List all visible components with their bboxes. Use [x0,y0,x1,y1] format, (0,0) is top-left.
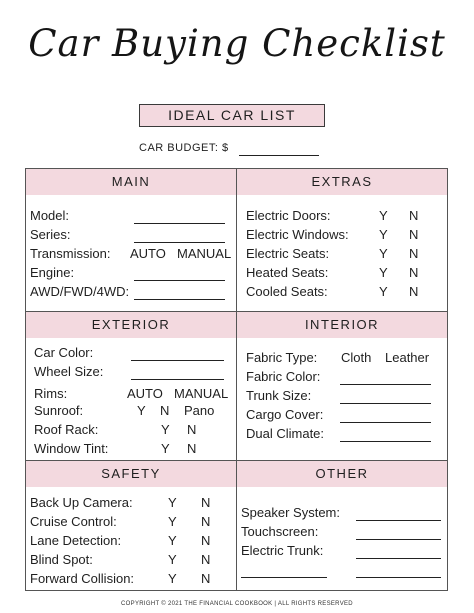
trunk-size-label: Trunk Size: [246,388,312,403]
speaker-system-row [237,503,449,522]
trunk-size-field[interactable] [340,386,431,404]
car-color-field[interactable] [131,343,224,361]
safety-row [26,531,238,550]
touchscreen-row [237,522,449,541]
safety-row [26,569,238,588]
budget-label: CAR BUDGET: $ [139,142,229,154]
window-tint-no[interactable]: N [187,441,197,456]
fabric-type-row [237,348,449,367]
fabric-leather-option[interactable]: Leather [385,350,430,365]
heated-seats-no[interactable]: N [409,265,419,280]
safety-section [25,460,237,591]
cooled-seats-label: Cooled Seats: [246,284,328,299]
other-blank-name-field[interactable] [241,560,327,578]
rims-manual-option[interactable]: MANUAL [174,386,229,401]
cooled-seats-no[interactable]: N [409,284,419,299]
transmission-row [26,244,238,263]
sunroof-label: Sunroof: [34,403,84,418]
blind-spot-label: Blind Spot: [30,552,93,567]
model-row [26,206,238,225]
rims-auto-option[interactable]: AUTO [127,386,163,401]
drive-field[interactable] [134,282,225,300]
model-field[interactable] [134,206,225,224]
model-label: Model: [30,208,70,223]
series-field[interactable] [134,225,225,243]
electric-doors-yes[interactable]: Y [379,208,388,223]
wheel-size-row [26,362,238,381]
exterior-heading: EXTERIOR [26,312,236,338]
other-blank-value-field[interactable] [356,560,441,578]
safety-row [26,550,238,569]
interior-section [236,311,448,461]
sunroof-no[interactable]: N [160,403,170,418]
extras-row [237,225,449,244]
exterior-section [25,311,237,461]
back-up-camera-label: Back Up Camera: [30,495,133,510]
speaker-system-label: Speaker System: [241,505,340,520]
dual-climate-row [237,424,449,443]
transmission-manual-option[interactable]: MANUAL [177,246,232,261]
roof-rack-no[interactable]: N [187,422,197,437]
extras-row [237,282,449,301]
window-tint-yes[interactable]: Y [161,441,170,456]
other-section [236,460,448,591]
electric-trunk-label: Electric Trunk: [241,543,324,558]
electric-seats-yes[interactable]: Y [379,246,388,261]
engine-field[interactable] [134,263,225,281]
rims-label: Rims: [34,386,68,401]
page-title: Car Buying Checklist [28,22,446,65]
dual-climate-field[interactable] [340,424,431,442]
cruise-control-yes[interactable]: Y [168,514,177,529]
extras-section [236,168,448,312]
sunroof-yes[interactable]: Y [137,403,146,418]
forward-collision-yes[interactable]: Y [168,571,177,586]
list-subtitle: IDEAL CAR LIST [139,104,325,127]
extras-row [237,263,449,282]
touchscreen-field[interactable] [356,522,441,540]
series-label: Series: [30,227,71,242]
cargo-cover-row [237,405,449,424]
cruise-control-label: Cruise Control: [30,514,117,529]
sunroof-pano[interactable]: Pano [184,403,215,418]
cargo-cover-label: Cargo Cover: [246,407,324,422]
car-color-row [26,343,238,362]
forward-collision-label: Forward Collision: [30,571,135,586]
cooled-seats-yes[interactable]: Y [379,284,388,299]
budget-field[interactable] [239,139,319,156]
fabric-type-label: Fabric Type: [246,350,318,365]
roof-rack-yes[interactable]: Y [161,422,170,437]
electric-seats-no[interactable]: N [409,246,419,261]
transmission-auto-option[interactable]: AUTO [130,246,166,261]
forward-collision-no[interactable]: N [201,571,211,586]
electric-windows-no[interactable]: N [409,227,419,242]
fabric-color-row [237,367,449,386]
heated-seats-yes[interactable]: Y [379,265,388,280]
electric-trunk-field[interactable] [356,541,441,559]
other-heading: OTHER [237,461,447,487]
blank-row [237,560,449,579]
fabric-color-label: Fabric Color: [246,369,321,384]
extras-heading: EXTRAS [237,169,447,195]
dual-climate-label: Dual Climate: [246,426,325,441]
budget-line [139,139,229,157]
electric-doors-no[interactable]: N [409,208,419,223]
extras-row [237,206,449,225]
transmission-label: Transmission: [30,246,111,261]
sunroof-row [26,401,238,420]
electric-windows-yes[interactable]: Y [379,227,388,242]
electric-trunk-row [237,541,449,560]
car-color-label: Car Color: [34,345,94,360]
back-up-camera-no[interactable]: N [201,495,211,510]
roof-rack-row [26,420,238,439]
lane-detection-label: Lane Detection: [30,533,122,548]
copyright-footer: COPYRIGHT © 2021 THE FINANCIAL COOKBOOK | ALL RIGHTS RESERVED [121,601,353,607]
cruise-control-no[interactable]: N [201,514,211,529]
extras-row [237,244,449,263]
back-up-camera-yes[interactable]: Y [168,495,177,510]
electric-windows-label: Electric Windows: [246,227,349,242]
cargo-cover-field[interactable] [340,405,431,423]
blind-spot-yes[interactable]: Y [168,552,177,567]
wheel-size-field[interactable] [131,362,224,380]
main-heading: MAIN [26,169,236,195]
lane-detection-no[interactable]: N [201,533,211,548]
roof-rack-label: Roof Rack: [34,422,99,437]
safety-row [26,512,238,531]
drive-row [26,282,238,301]
interior-heading: INTERIOR [237,312,447,338]
fabric-cloth-option[interactable]: Cloth [341,350,372,365]
wheel-size-label: Wheel Size: [34,364,104,379]
electric-doors-label: Electric Doors: [246,208,331,223]
touchscreen-label: Touchscreen: [241,524,319,539]
drive-label: AWD/FWD/4WD: [30,284,130,299]
engine-label: Engine: [30,265,75,280]
safety-row [26,493,238,512]
electric-seats-label: Electric Seats: [246,246,330,261]
speaker-system-field[interactable] [356,503,441,521]
blind-spot-no[interactable]: N [201,552,211,567]
engine-row [26,263,238,282]
window-tint-label: Window Tint: [34,441,109,456]
fabric-color-field[interactable] [340,367,431,385]
window-tint-row [26,439,238,458]
heated-seats-label: Heated Seats: [246,265,329,280]
main-section [25,168,237,312]
trunk-size-row [237,386,449,405]
series-row [26,225,238,244]
safety-heading: SAFETY [26,461,236,487]
lane-detection-yes[interactable]: Y [168,533,177,548]
